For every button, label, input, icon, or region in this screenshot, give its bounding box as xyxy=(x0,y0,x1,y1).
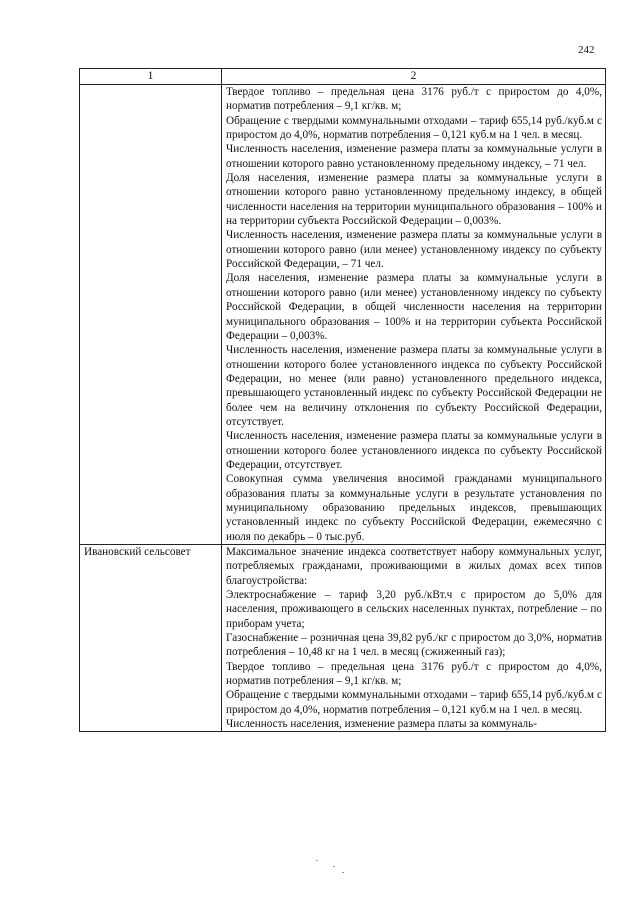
table-row xyxy=(80,545,606,732)
paragraph: Численность населения, изменение размера платы за коммунальные услуги в отношении которого более установленного индекса по субъекту Российской Федерации, но менее (или равно) установленного предельного индекса, превышающего установленный индекс по субъекту Российской Федерации не более чем на величину отклонения по субъекту Российской Федерации, отсутствует. xyxy=(226,344,602,428)
scan-artifact xyxy=(316,860,318,861)
paragraph: Доля населения, изменение размера платы за коммунальные услуги в отношении которого равно (или менее) установленному индексу по субъекту Российской Федерации, в общей численности населения на территории муниципального образования – 100% и на территории субъекта Российской Федерации – 0,003%. xyxy=(226,272,602,342)
paragraph: Обращение с твердыми коммунальными отходами – тариф 655,14 руб./куб.м с приростом до 4,0%, норматив потребления – 0,121 куб.м на 1 чел. в месяц. xyxy=(226,689,602,716)
scan-artifact xyxy=(333,866,335,867)
paragraph: Газоснабжение – розничная цена 39,82 руб./кг с приростом до 3,0%, норматив потребления – 10,48 кг на 1 чел. в месяц (сжиженный газ); xyxy=(226,632,602,659)
row-description-cell xyxy=(222,545,606,732)
row-municipality-cell xyxy=(80,85,222,545)
row-description-cell xyxy=(222,85,606,545)
page-number: 242 xyxy=(578,44,595,56)
paragraph: Электроснабжение – тариф 3,20 руб./кВт.ч с приростом до 5,0% для населения, проживающего в сельских населенных пунктах, потребление – по приборам учета; xyxy=(226,589,602,630)
paragraph: Численность населения, изменение размера платы за коммунальные услуги в отношении которого равно (или менее) установленному индексу по субъекту Российской Федерации, – 71 чел. xyxy=(226,229,602,271)
column-header-2: 2 xyxy=(222,69,606,85)
paragraph: Доля населения, изменение размера платы за коммунальные услуги в отношении которого равно установленному предельному индексу, в общей численности населения на территории муниципального образования – 100% и на территории субъекта Российской Федерации – 0,003%. xyxy=(226,172,602,228)
table-header-row xyxy=(80,69,606,85)
paragraph: Максимальное значение индекса соответствует набору коммунальных услуг, потребляемых гражданами, проживающими в жилых домах всех типов благоустройства: xyxy=(226,546,602,587)
table-row xyxy=(80,85,606,545)
paragraph: Твердое топливо – предельная цена 3176 руб./т с приростом до 4,0%, норматив потребления – 9,1 кг/кв. м; xyxy=(226,86,602,113)
paragraph: Твердое топливо – предельная цена 3176 руб./т с приростом до 4,0%, норматив потребления – 9,1 кг/кв. м; xyxy=(226,660,602,688)
paragraph: Совокупная сумма увеличения вносимой гражданами муниципального образования платы за коммунальные услуги в результате установления по муниципальному образованию предельных индексов, превышающих установленный индекс по субъекту Российской Федерации, ежемесячно с июля по декабрь – 0 тыс.руб. xyxy=(226,473,602,543)
column-header-1: 1 xyxy=(80,69,222,85)
paragraph: Обращение с твердыми коммунальными отходами – тариф 655,14 руб./куб.м с приростом до 4,0%, норматив потребления – 0,121 куб.м на 1 чел. в месяц. xyxy=(226,114,602,142)
paragraph: Численность населения, изменение размера платы за коммунальные услуги в отношении которого более установленного индекса по субъекту Российской Федерации, отсутствует. xyxy=(226,430,602,471)
scan-artifact xyxy=(342,872,344,873)
document-table xyxy=(79,68,606,732)
paragraph: Численность населения, изменение размера платы за коммунальные услуги в отношении которого равно установленному предельному индексу, – 71 чел. xyxy=(226,143,602,170)
paragraph: Численность населения, изменение размера платы за коммуналь- xyxy=(226,718,537,731)
row-municipality-cell: Ивановский сельсовет xyxy=(80,545,222,732)
